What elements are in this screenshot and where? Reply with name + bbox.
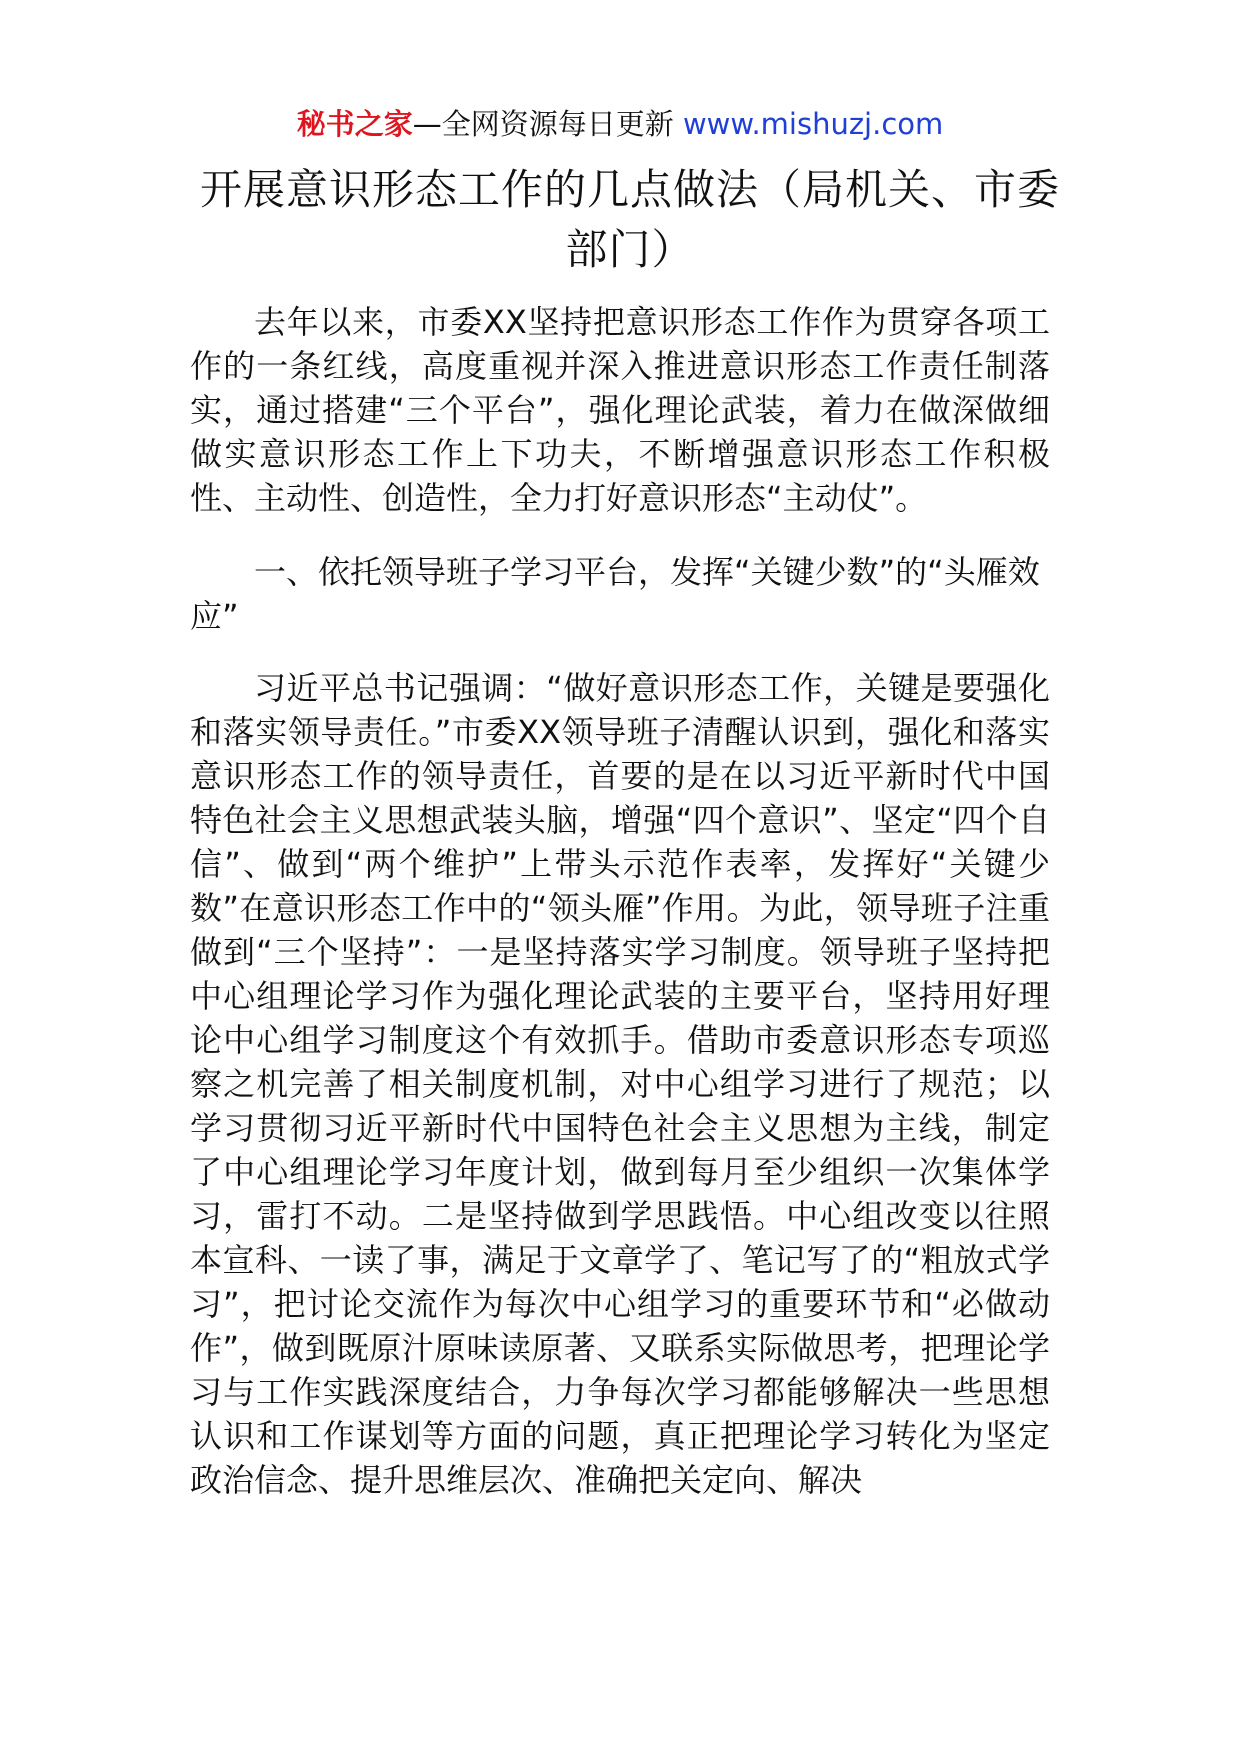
site-url-link[interactable]: www.mishuzj.com <box>682 107 944 141</box>
brand-name: 秘书之家 <box>296 107 413 141</box>
banner-tagline: —全网资源每日更新 <box>412 107 674 141</box>
document-title: 开展意识形态工作的几点做法（局机关、市委部门） <box>199 165 1060 274</box>
site-banner <box>0 104 1240 144</box>
body-paragraph: 习近平总书记强调：“做好意识形态工作，关键是要强化和落实领导责任。”市委XX领导班子清醒认识到，强化和落实意识形态工作的领导责任，首要的是在以习近平新时代中国特色社会主义思想武装头脑，增强“四个意识”、坚定“四个自信”、做到“两个维护”上带头示范作表率，发挥好“关键少数”在意识形态工作中的“领头雁”作用。为此，领导班子注重做到“三个坚持”：一是坚持落实学习制度。领导班子坚持把中心组理论学习作为强化理论武装的主要平台，坚持用好理论中心组学习制度这个有效抓手。借助市委意识形态专项巡察之机完善了相关制度机制，对中心组学习进行了规范；以学习贯彻习近平新时代中国特色社会主义思想为主线，制定了中心组理论学习年度计划，做到每月至少组织一次集体学习，雷打不动。二是坚持做到学思践悟。中心组改变以往照本宣科、一读了事，满足于文章学了、笔记写了的“粗放式学习”，把讨论交流作为每次中心组学习的重要环节和“必做动作”，做到既原汁原味读原著、又联系实际做思考，把理论学习与工作实践深度结合，力争每次学习都能够解决一些思想认识和工作谋划等方面的问题，真正把理论学习转化为坚定政治信念、提升思维层次、准确把关定向、解决 <box>190 669 1050 1499</box>
intro-paragraph: 去年以来，市委XX坚持把意识形态工作作为贯穿各项工作的一条红线，高度重视并深入推进意识形态工作责任制落实，通过搭建“三个平台”，强化理论武装，着力在做深做细做实意识形态工作上下功夫，不断增强意识形态工作积极性、主动性、创造性，全力打好意识形态“主动仗”。 <box>190 303 1050 517</box>
document-body <box>190 300 1050 1524</box>
section-heading: 一、依托领导班子学习平台，发挥“关键少数”的“头雁效应” <box>190 553 1040 635</box>
